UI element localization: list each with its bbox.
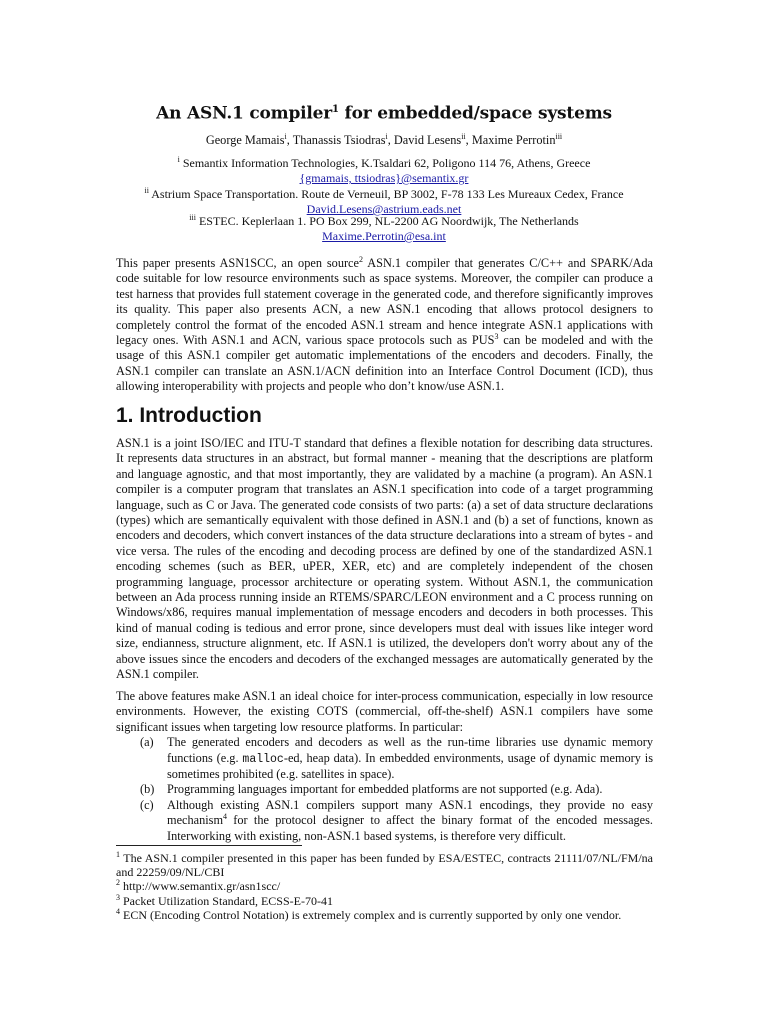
affiliation-3: $^{iii}$ ESTEC. Keplerlaan 1. PO Box 299, NL-2200 AG Noordwijk, The Netherlands bbox=[189, 213, 579, 228]
affiliation-1: $^i$ Semantix Information Technologies, K.Tsaldari 62, Poligono 114 76, Athens, Greece bbox=[177, 155, 591, 170]
author: David Lesens$^{ii}$, bbox=[393, 131, 472, 147]
author: George Mamais$^i$, bbox=[205, 131, 293, 147]
list-item: (b) Programming languages important for embedded platforms are not supported (e.g. Ada). bbox=[140, 782, 603, 797]
list-item: (c) Although existing ASN.1 compilers support many ASN.1 encodings, they provide no easy mechanism$^4$ for the protocol designer to affect the binary format of the encoded messages. Interworking with existing, non-ASN.1 based systems, is therefore very difficult. bbox=[140, 797, 653, 843]
intro-paragraph-2: The above features make ASN.1 an ideal choice for inter-process communication, especially in low resource environments. However, the existing COTS (commercial, off-the-shelf) ASN.1 compilers have some significant issues when targeting low resource platforms. In particular: (a) The generated encoders and decoders as well as the run-time libraries use dynamic memory functions (e.g. malloc-ed, heap data). In embedded environments, usage of dynamic memory is sometimes prohibited (e.g. satellites in space). (b) Programming languages important for embedded platforms are not supported (e.g. Ada). (c) Although existing ASN.1 compilers support many ASN.1 encodings, they provide no easy mechanism$^4$ for the protocol designer to affect the binary format of the encoded messages. Interworking with existing, non-ASN.1 based systems, is therefore very difficult. bbox=[116, 689, 654, 843]
abstract-paragraph: This paper presents ASN1SCC, an open source$^2$ ASN.1 compiler that generates C/C++ and SPARK/Ada code suitable for low resource environments such as space systems. Moreover, the compiler can produce a test harness that provides full statement coverage in the generated code, and therefore significantly improves its quality. This paper also presents ACN, a new ASN.1 encoding that allows protocol designers to completely control the format of the encoded ASN.1 stream and hence integrate ASN.1 applications with legacy ones. With ASN.1 and ACN, various space protocols such as PUS$^3$ can be modeled and with the usage of this ASN.1 compiler get automatic implementations of the encoders and decoders. Finally, the ASN.1 compiler can translate an ASN.1/ACN definition into an Interface Control Document (ICD), thus allowing interoperability with projects and people who don’t know/use ASN.1. bbox=[116, 254, 654, 394]
list-item: (a) The generated encoders and decoders as well as the run-time libraries use dynamic memory functions (e.g. malloc-ed, heap data). In embedded environments, usage of dynamic memory is sometimes prohibited (e.g. satellites in space). bbox=[140, 735, 654, 782]
footnote-2: $^2$ http://www.semantix.gr/asn1scc/ bbox=[116, 878, 281, 894]
footnotes bbox=[116, 851, 653, 922]
author-list bbox=[0, 133, 768, 148]
footnote-1: $^1$ The ASN.1 compiler presented in this paper has been funded by ESA/ESTEC, contracts 21111/07/NL/FM/na and 22259/09/NL/CBI bbox=[116, 850, 653, 880]
paper-title: An ASN.1 compiler$^1$ for embedded/space systems bbox=[156, 103, 612, 124]
footnote-4: $^4$ ECN (Encoding Control Notation) is extremely complex and is currently supported by only one vendor. bbox=[116, 906, 622, 922]
issues-list bbox=[116, 735, 653, 844]
affiliation-2: $^{ii}$ Astrium Space Transportation. Route de Verneuil, BP 3002, F-78 133 Les Mureaux Cedex, France bbox=[144, 186, 624, 201]
footnote-3: $^3$ Packet Utilization Standard, ECSS-E-70-41 bbox=[116, 892, 333, 908]
affiliation-1-email[interactable]: {gmamais, ttsiodras}@semantix.gr bbox=[299, 171, 469, 185]
footnote-divider bbox=[116, 845, 302, 846]
intro-paragraph-1: ASN.1 is a joint ISO/IEC and ITU-T standard that defines a flexible notation for describing data structures. It represents data structures in an abstract, but formal manner - meaning that the descriptions are platform and language agnostic, and that most importantly, they are validated by a machine (a program). An ASN.1 compiler is a computer program that translates an ASN.1 specification into code of a target programming language, such as C or Java. The generated code consists of two parts: (a) a set of data structure declarations (types) which are semantically equivalent with those defined in ASN.1 and (b) a set of functions, known as encoders and decoders, which convert instances of the data structure declarations into a stream of bytes - and vice versa. The rules of the encoding and decoding process are defined by one of the standardized ASN.1 encoding schemes (such as BER, uPER, XER, etc) and are completely independent of the chosen programming language, processor architecture or operating system. Without ASN.1, the communication between an Ada process running inside an RTEMS/SPARC/LEON environment and a C process running on Windows/x86, requires manual implementation of message encoders and decoders in both processes. This kind of manual coding is tedious and error prone, since developers must deal with issues like integer word size, endianness, structure alignment, etc. If ASN.1 is utilized, the developers don't worry about any of the above issues since the encoders and decoders of the exchanged messages are automatically generated by the ASN.1 compiler. bbox=[116, 436, 653, 682]
section-heading-introduction: 1. Introduction bbox=[116, 404, 262, 427]
title-footnote-mark: 1 bbox=[332, 104, 339, 115]
author: Maxime Perrotin$^{iii}$ bbox=[471, 131, 563, 147]
affiliation-3-email[interactable]: Maxime.Perrotin@esa.int bbox=[322, 229, 446, 243]
affiliation-2-email[interactable]: David.Lesens@astrium.eads.net bbox=[306, 202, 462, 216]
inline-code: malloc bbox=[242, 752, 284, 766]
author: Thanassis Tsiodras$^i$, bbox=[292, 131, 394, 147]
